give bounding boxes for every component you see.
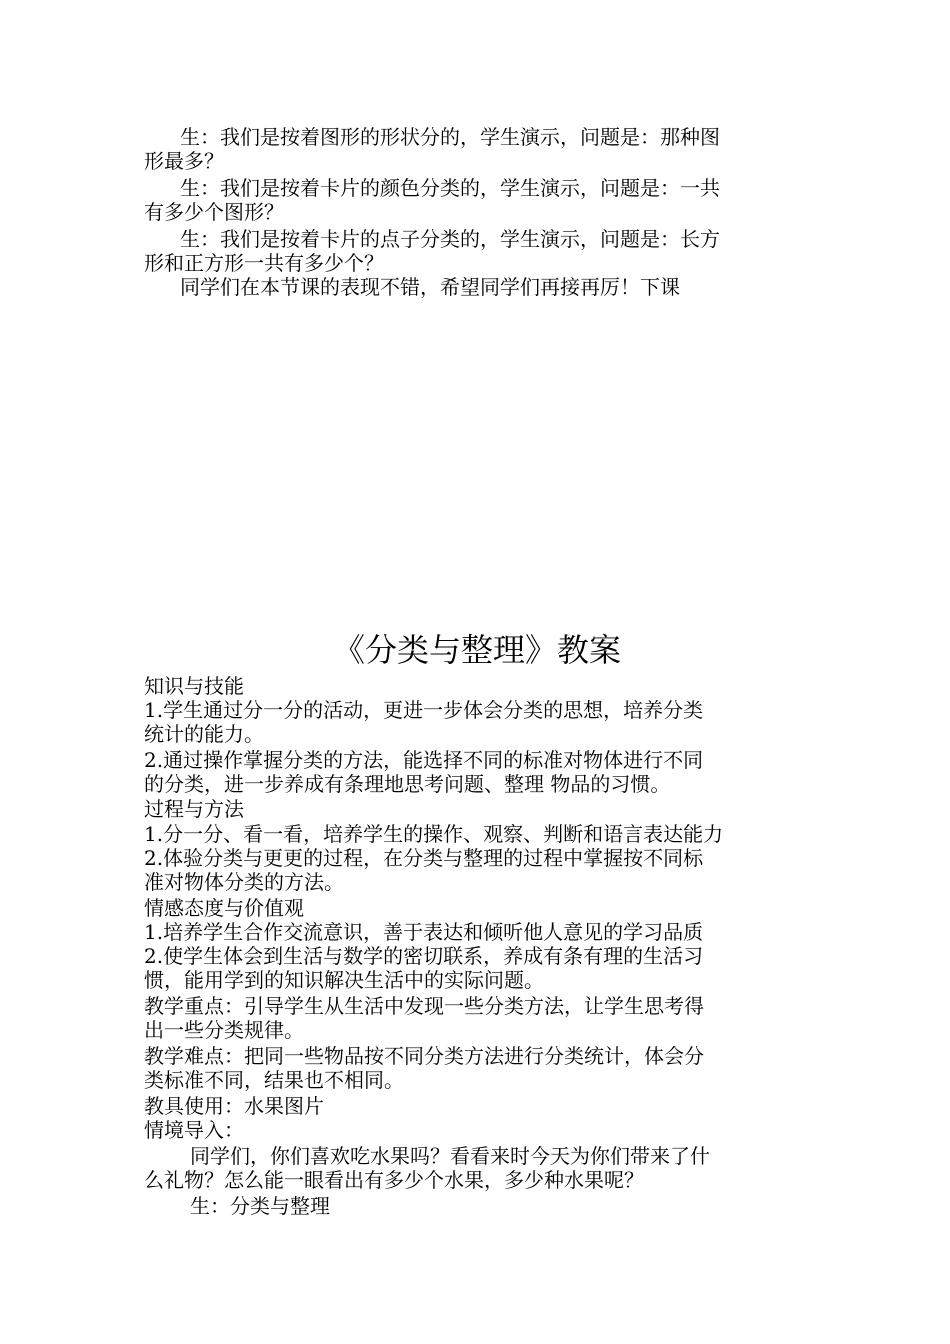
paragraph-line: 2.使学生体会到生活与数学的密切联系，养成有条有理的生活习	[144, 944, 704, 968]
page-title: 《分类与整理》教案	[332, 631, 621, 669]
paragraph-line: 的分类，进一步养成有条理地思考问题、整理 物品的习惯。	[144, 772, 671, 796]
paragraph-line: 2.体验分类与更更的过程，在分类与整理的过程中掌握按不同标	[144, 846, 704, 870]
paragraph-line: 1.学生通过分一分的活动，更进一步体会分类的思想，培养分类	[144, 698, 704, 722]
paragraph-line: 教学难点：把同一些物品按不同分类方法进行分类统计，体会分	[144, 1044, 704, 1068]
paragraph-line: 生：我们是按着卡片的点子分类的，学生演示，问题是：长方	[180, 227, 720, 251]
paragraph-line: 形最多？	[144, 149, 224, 173]
paragraph-line: 类标准不同，结果也不相同。	[144, 1068, 404, 1092]
paragraph-line: 生：我们是按着卡片的颜色分类的，学生演示，问题是：一共	[180, 176, 720, 200]
paragraph-line: 统计的能力。	[144, 722, 264, 746]
paragraph-line: 教具使用：水果图片	[144, 1094, 324, 1118]
paragraph-line: 2.通过操作掌握分类的方法，能选择不同的标准对物体进行不同	[144, 748, 704, 772]
paragraph-line: 惯，能用学到的知识解决生活中的实际问题。	[144, 968, 544, 992]
paragraph-line: 生：分类与整理	[190, 1194, 330, 1218]
paragraph-line: 么礼物？怎么能一眼看出有多少个水果，多少种水果呢？	[144, 1168, 644, 1192]
section-heading: 过程与方法	[144, 797, 244, 821]
paragraph-line: 出一些分类规律。	[144, 1018, 304, 1042]
paragraph-line: 1.培养学生合作交流意识，善于表达和倾听他人意见的学习品质	[144, 920, 704, 944]
paragraph-line: 同学们，你们喜欢吃水果吗？看看来时今天为你们带来了什	[190, 1144, 710, 1168]
paragraph-line: 1.分一分、看一看，培养学生的操作、观察、判断和语言表达能力	[144, 822, 724, 846]
paragraph-line: 准对物体分类的方法。	[144, 870, 344, 894]
paragraph-line: 形和正方形一共有多少个？	[144, 251, 384, 275]
paragraph-line: 教学重点：引导学生从生活中发现一些分类方法，让学生思考得	[144, 994, 704, 1018]
paragraph-line: 情境导入：	[144, 1118, 244, 1142]
section-heading: 知识与技能	[144, 674, 244, 698]
section-heading: 情感态度与价值观	[144, 896, 304, 920]
paragraph-line: 有多少个图形？	[144, 200, 284, 224]
paragraph-line: 同学们在本节课的表现不错，希望同学们再接再厉！下课	[180, 275, 680, 299]
paragraph-line: 生：我们是按着图形的形状分的，学生演示，问题是：那种图	[180, 125, 720, 149]
